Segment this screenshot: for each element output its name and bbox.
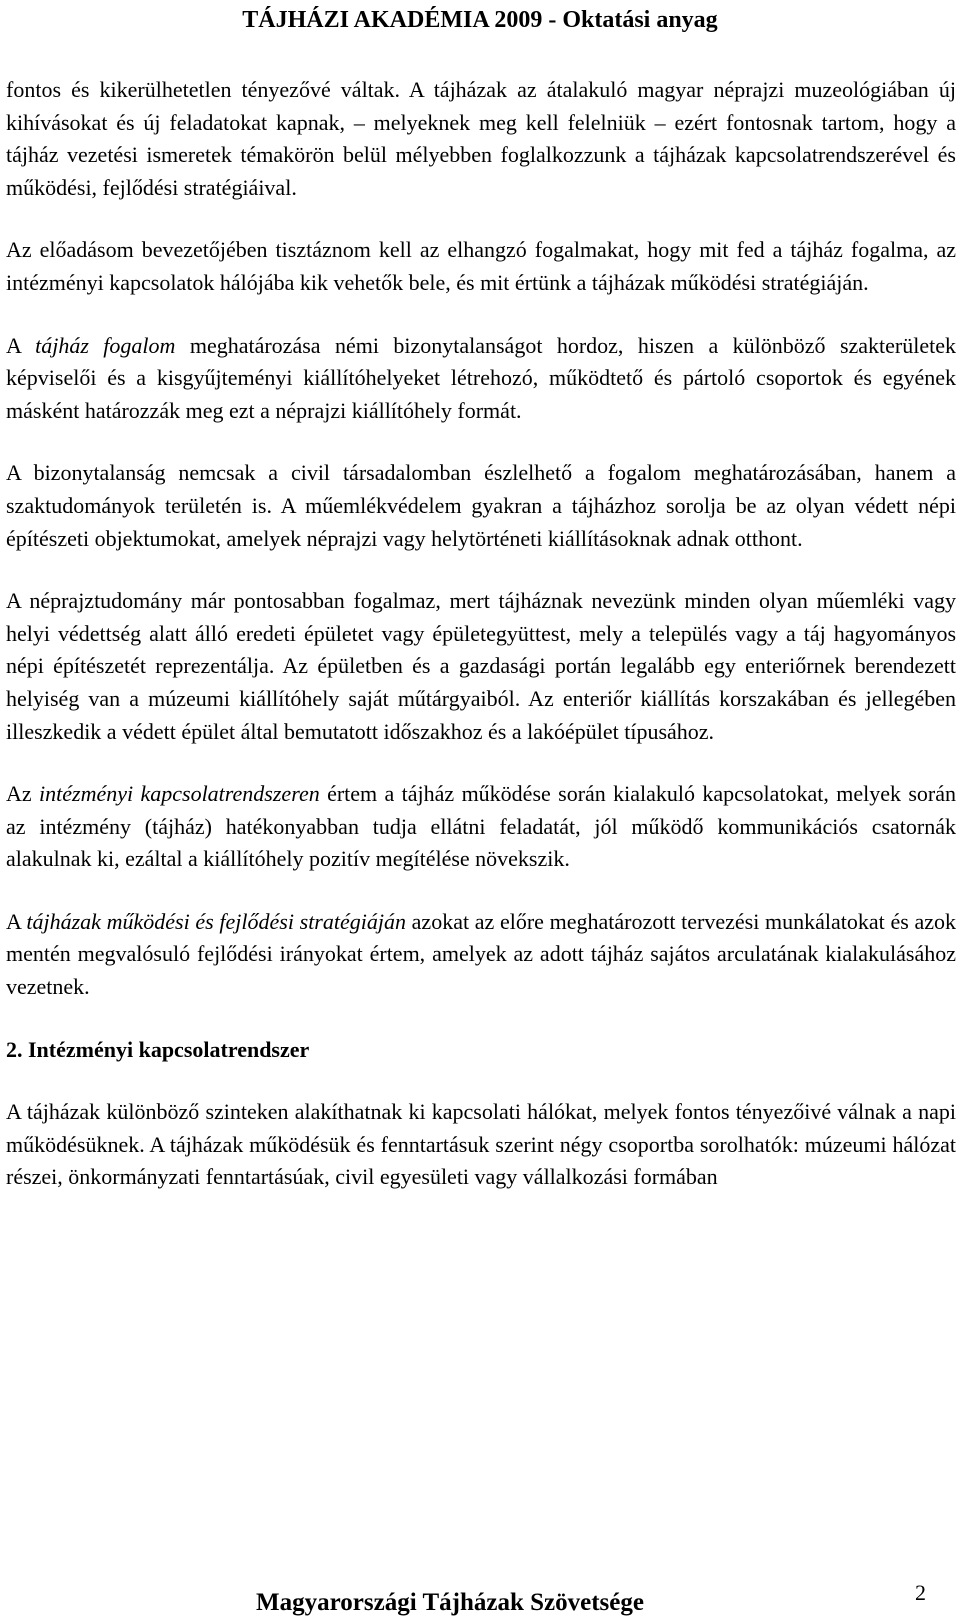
paragraph-text: azokat az előre meghatározott tervezési munkálatokat és azok mentén megvalósuló fejlődési irányokat értem, amelyek az adott tájház sajátos arculatának kialakulásához vezetnek. — [6, 908, 956, 1000]
paragraph-text: Az előadásom bevezetőjében tisztáznom kell az elhangzó fogalmakat, hogy mit fed a tájház fogalma, az intézményi kapcsolatok hálójába kik vehetők bele, és mit értünk a tájházak működési stratégiáján. — [6, 237, 956, 295]
paragraph-introduction — [6, 234, 956, 299]
paragraph-section-body — [6, 1096, 956, 1194]
italic-term: intézményi kapcsolatrendszeren — [39, 781, 320, 807]
paragraph-text: A — [6, 332, 36, 358]
paragraph-text: Az — [6, 781, 40, 807]
paragraph-intro-continuation — [6, 74, 956, 204]
page-footer — [0, 1580, 960, 1620]
paragraph-text: A tájházak különböző szinteken alakíthatnak ki kapcsolati hálókat, melyek fontos tényezőivé válnak a napi működésüknek. A tájházak működésük és fenntartásuk szerint négy csoportba sorolhatók: múzeumi hálózat részei, önkormányzati fenntartásúak, civil egyesületi vagy vállalkozási formában — [6, 1099, 956, 1190]
page-number: 2 — [915, 1580, 926, 1605]
paragraph-text: A bizonytalanság nemcsak a civil társadalomban észlelhető a fogalom meghatározásában, hanem a szaktudományok területén is. A műemlékvédelem gyakran a tájházhoz sorolja be az olyan védett népi építészeti objektumokat, amelyek néprajzi vagy helytörténeti kiállításoknak adnak otthont. — [6, 460, 956, 551]
paragraph-ethnography-definition — [6, 585, 956, 748]
paragraph-uncertainty — [6, 457, 956, 555]
italic-term: tájházak működési és fejlődési stratégiáján — [26, 908, 406, 934]
section-heading: 2. Intézményi kapcsolatrendszer — [6, 1036, 310, 1062]
paragraph-text: A néprajztudomány már pontosabban fogalmaz, mert tájháznak nevezünk minden olyan műemléki vagy helyi védettség alatt álló eredeti épületet vagy épületegyüttest, mely a település vagy a táj hagyományos népi építészetét reprezentálja. Az épületben és a gazdasági portán legalább egy enteriőrnek berendezett helyiség van a múzeumi kiállítóhely saját műtárgyaiból. Az enteriőr kiállítás korszakában és jellegében illeszkedik a védett épület által bemutatott időszakhoz és a lakóépület típusához. — [6, 588, 956, 744]
paragraph-strategy — [6, 906, 956, 1004]
italic-term: tájház fogalom — [35, 332, 176, 358]
page-content — [6, 74, 956, 1224]
paragraph-text: értem a tájház működése során kialakuló kapcsolatokat, melyek során az intézmény (tájház) hatékonyabban tudja ellátni feladatát, jól működő kommunikációs csatornák alakulnak ki, ezáltal a kiállítóhely pozitív megítélése növekszik. — [6, 781, 957, 872]
paragraph-tajhaz-concept — [6, 330, 956, 428]
paragraph-text: A — [6, 908, 27, 934]
footer-title: Magyarországi Tájházak Szövetsége — [256, 1589, 644, 1616]
paragraph-text: fontos és kikerülhetetlen tényezővé váltak. A tájházak az átalakuló magyar néprajzi muzeológiában új kihívásokat és új feladatokat kapnak, – melyeknek meg kell felelniük – ezért fontosnak tartom, hogy a tájház vezetési ismeretek témakörön belül mélyebben foglalkozzunk a tájházak kapcsolatrendszerével és működési, fejlődési stratégiáival. — [6, 77, 956, 200]
page-header: TÁJHÁZI AKADÉMIA 2009 - Oktatási anyag — [242, 7, 718, 33]
paragraph-institutional-relations — [6, 778, 956, 876]
paragraph-text: meghatározása némi bizonytalanságot hordoz, hiszen a különböző szakterületek képviselői és a kisgyűjteményi kiállítóhelyeket létrehozó, működtető és pártoló csoportok és egyének másként határozzák meg ezt a néprajzi kiállítóhely formát. — [6, 332, 956, 423]
